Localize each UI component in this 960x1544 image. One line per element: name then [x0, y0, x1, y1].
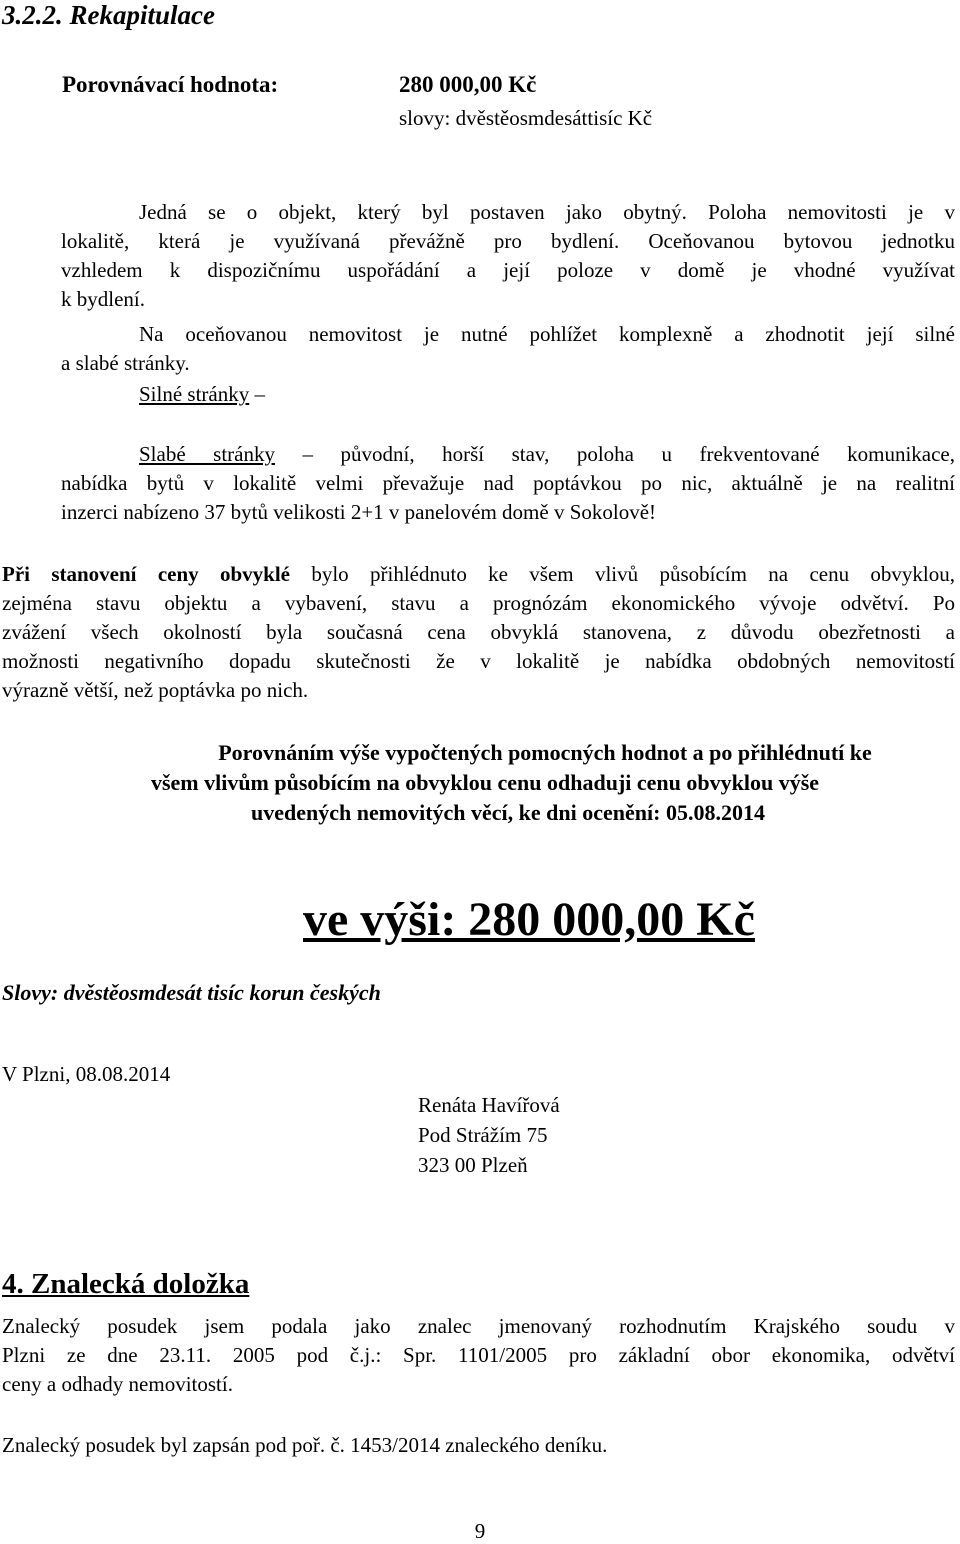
section-title: 3.2.2. Rekapitulace: [2, 0, 215, 30]
weaknesses-line: [61, 440, 955, 469]
strengths-dash: –: [254, 382, 265, 406]
paragraph-3: [2, 560, 955, 705]
final-value: ve výši: 280 000,00 Kč: [303, 893, 755, 946]
price-determination-bold: Při stanovení ceny obvyklé: [2, 562, 290, 586]
clause-line: Znalecký posudek jsem podala jako znalec jmenovaný rozhodnutím Krajského soudu v: [2, 1314, 955, 1338]
conclusion: [0, 738, 960, 828]
paragraph-3-line: [2, 560, 955, 589]
paragraph-1-line: k bydlení.: [61, 287, 145, 311]
conclusion-line: Porovnáním výše vypočtených pomocných hodnot a po přihlédnutí ke: [218, 740, 872, 765]
strengths-line: [139, 380, 265, 409]
paragraph-3-line: možnosti negativního dopadu skutečnosti že v lokalitě je nabídka obdobných nemovitostí: [2, 649, 955, 673]
clause-paragraph: [2, 1312, 955, 1399]
paragraph-2-line: a slabé stránky.: [61, 351, 190, 375]
signature-street: Pod Strážím 75: [418, 1123, 548, 1147]
paragraph-2: [61, 320, 955, 378]
clause-line: Plzni ze dne 23.11. 2005 pod č.j.: Spr. 1101/2005 pro základní obor ekonomika, odvětví: [2, 1343, 955, 1367]
signature-name: Renáta Havířová: [418, 1093, 560, 1117]
clause-registration: Znalecký posudek byl zapsán pod poř. č. 1453/2014 znaleckého deníku.: [2, 1433, 608, 1457]
paragraph-3-line: zejména stavu objektu a vybavení, stavu a prognózám ekonomického vývoje odvětví. Po: [2, 591, 955, 615]
clause-title: 4. Znalecká doložka: [2, 1268, 250, 1300]
paragraph-1-line: Jedná se o objekt, který byl postaven jako obytný. Poloha nemovitosti je v: [139, 200, 955, 224]
paragraph-3-line: výrazně větší, než poptávka po nich.: [2, 678, 309, 702]
comparison-label: Porovnávací hodnota:: [62, 72, 279, 97]
clause-line: ceny a odhady nemovitostí.: [2, 1372, 233, 1396]
weaknesses-paragraph: [61, 440, 955, 527]
conclusion-line: uvedených nemovitých věcí, ke dni ocenění: 05.08.2014: [251, 800, 765, 825]
strengths-label: Silné stránky: [139, 382, 250, 406]
weaknesses-label: Slabé stránky: [139, 442, 275, 466]
paragraph-3-line: zvážení všech okolností byla současná cena obvyklá stanovena, z důvodu obezřetnosti a: [2, 620, 955, 644]
weaknesses-line: nabídka bytů v lokalitě velmi převažuje nad poptávkou po nic, aktuálně je na realitní: [61, 471, 955, 495]
paragraph-2-line: Na oceňovanou nemovitost je nutné pohlížet komplexně a zhodnotit její silné: [139, 322, 955, 346]
paragraph-1-line: lokalitě, která je využívaná převážně pro bydlení. Oceňovanou bytovou jednotku: [61, 229, 955, 253]
paragraph-3-text: bylo přihlédnuto ke všem vlivů působícím na cenu obvyklou,: [290, 562, 956, 586]
weaknesses-line: inzerci nabízeno 37 bytů velikosti 2+1 v panelovém domě v Sokolově!: [61, 500, 657, 524]
weaknesses-text: – původní, horší stav, poloha u frekventované komunikace,: [302, 442, 955, 466]
comparison-value: 280 000,00 Kč: [399, 72, 537, 97]
page-number: 9: [474, 1519, 486, 1543]
final-value-words: Slovy: dvěstěosmdesát tisíc korun českých: [2, 980, 381, 1005]
paragraph-1-line: vzhledem k dispozičnímu uspořádání a její poloze v domě je vhodné využívat: [61, 258, 955, 282]
place-date: V Plzni, 08.08.2014: [2, 1062, 171, 1086]
paragraph-1: [61, 198, 955, 314]
signature-block: [418, 1090, 560, 1180]
signature-city: 323 00 Plzeň: [418, 1153, 528, 1177]
conclusion-line: všem vlivům působícím na obvyklou cenu odhaduji cenu obvyklou výše: [150, 770, 820, 795]
comparison-words: slovy: dvěstěosmdesáttisíc Kč: [399, 106, 653, 130]
